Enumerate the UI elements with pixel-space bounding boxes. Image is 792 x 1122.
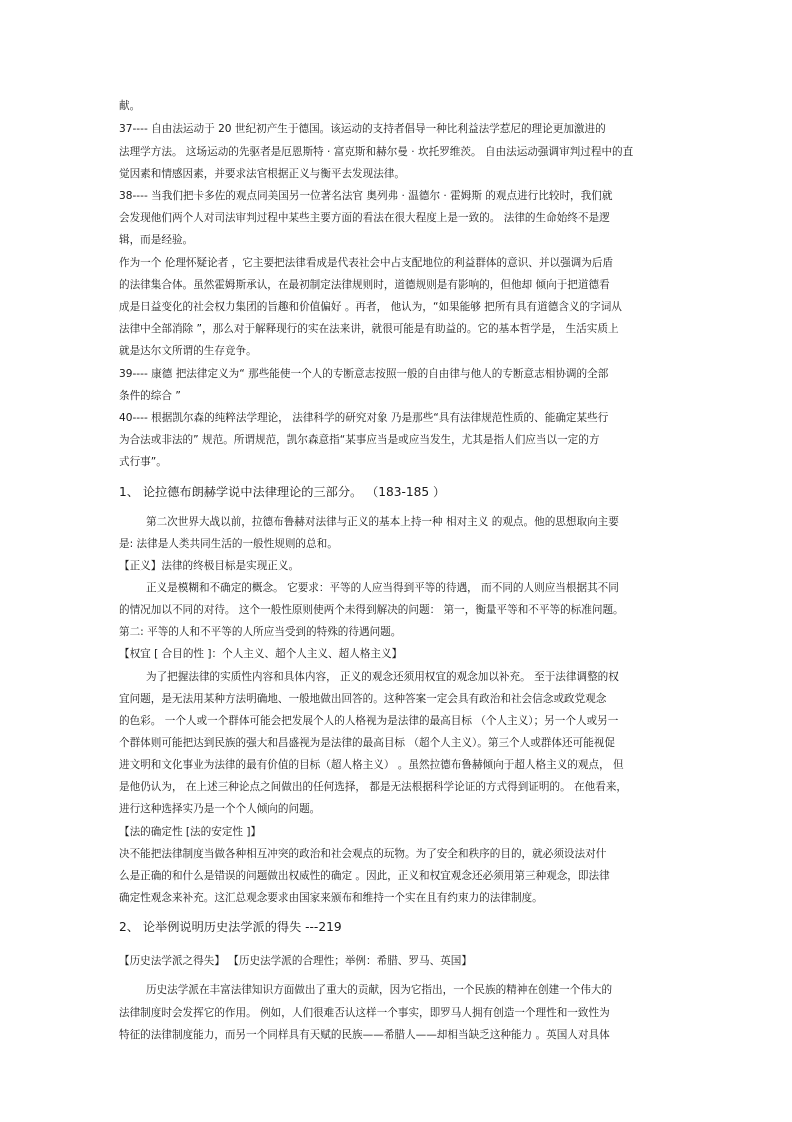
text-line: 进行这种选择实乃是一个个人倾向的问题。	[119, 803, 321, 815]
text-line: 献。	[119, 100, 141, 112]
text-line: 【法的确定性 [法的安定性 ]】	[119, 826, 262, 838]
text-line: 的法律集合体。虽然霍姆斯承认，在最初制定法律规则时，道德规则是有影响的，但他却 倾向于把道德看	[119, 279, 610, 291]
text-line: 么是正确的和什么是错误的问题做出权威性的确定 。因此，正义和权宜观念还必须用第三种观念，即法律	[119, 870, 610, 882]
text-line: 进文明和文化事业为法律的最有价值的目标（超人格主义） 。虽然拉德布鲁赫倾向于超人格主义的观点， 但	[119, 759, 624, 771]
text-line: 会发现他们两个人对司法审判过程中某些主要方面的看法在很大程度上是一致的。 法律的生命始终不是逻	[119, 212, 610, 224]
text-line: 辑，而是经验。	[119, 234, 194, 246]
text-line: 37---- 自由法运动于 20 世纪初产生于德国。该运动的支持者倡导一种比利益法学惹尼的理论更加激进的	[119, 123, 606, 135]
text-line: 为合法或非法的” 规范。所谓规范，凯尔森意指“某事应当是或应当发生，尤其是指人们应当以一定的方	[119, 434, 600, 446]
text-line: 正义是模糊和不确定的概念。 它要求：平等的人应当得到平等的待遇， 而不同的人则应当根据其不同	[146, 582, 619, 594]
text-line: 40---- 根据凯尔森的纯粹法学理论， 法律科学的研究对象 乃是那些“具有法律规范性质的、能确定某些行	[119, 412, 609, 424]
text-line: 法理学方法。 这场运动的先驱者是厄恩斯特 · 富克斯和赫尔曼 · 坎托罗维茨。 自由法运动强调审判过程中的直	[119, 146, 634, 158]
text-line: 宜问题，是无法用某种方法明确地、一般地做出回答的。这种答案一定会具有政治和社会信念或政党观念	[119, 693, 607, 705]
text-line: 第二次世界大战以前，拉德布鲁赫对法律与正义的基本上持一种 相对主义 的观点。他的思想取向主要	[146, 516, 619, 528]
text-line: 38---- 当我们把卡多佐的观点同美国另一位著名法官 奥列弗 · 温德尔 · 霍姆斯 的观点进行比较时，我们就	[119, 190, 613, 202]
text-line: 为了把握法律的实质性内容和具体内容， 正义的观念还须用权宜的观念加以补充。 至于法律调整的权	[146, 671, 619, 683]
section-heading: 1、 论拉德布朗赫学说中法律理论的三部分。 （183-185 ）	[119, 485, 446, 499]
text-line: 式行事”。	[119, 456, 167, 468]
text-line: 39---- 康德 把法律定义为“ 那些能使一个人的专断意志按照一般的自由律与他人的专断意志相协调的全部	[119, 368, 609, 380]
text-line: 第二: 平等的人和不平等的人所应当受到的特殊的待遇问题。	[119, 626, 402, 638]
text-line: 条件的综合 ”	[119, 390, 181, 402]
text-line: 【权宜 [ 合目的性 ]：个人主义、超个人主义、超人格主义】	[119, 648, 403, 660]
text-line: 是他仍认为， 在上述三种论点之间做出的任何选择， 都是无法根据科学论证的方式得到证明的。 在他看来，	[119, 781, 628, 793]
text-line: 确定性观念来补充。这汇总观念要求由国家来颁布和维持一个实在且有约束力的法律制度。	[119, 892, 543, 904]
text-line: 法律中全部消除 ”，那么对于解释现行的实在法来讲，就很可能是有助益的。它的基本哲学是， 生活实质上	[119, 323, 619, 335]
text-line: 特征的法律制度能力，而另一个同样具有天赋的民族——希腊人——却相当缺乏这种能力 。英国人对具体	[119, 1029, 610, 1041]
text-line: 成是日益变化的社会权力集团的旨趣和价值偏好 。再者， 他认为，“如果能够 把所有具有道德含义的字词从	[119, 301, 622, 313]
text-line: 的色彩。 一个人或一个群体可能会把发展个人的人格视为是法律的最高目标 （个人主义）；另一个人或另一	[119, 715, 619, 727]
text-line: 【正义】法律的终极目标是实现正义。	[119, 560, 300, 572]
text-line: 的情况加以不同的对待。 这个一般性原则使两个未得到解决的问题： 第一，衡量平等和不平等的标准问题。	[119, 604, 624, 616]
text-line: 法律制度时会发挥它的作用。 例如，人们很难否认这样一个事实，即罗马人拥有创造一个理性和一致性为	[119, 1007, 610, 1019]
text-line: 是: 法律是人类共同生活的一般性规则的总和。	[119, 538, 338, 550]
text-line: 历史法学派在丰富法律知识方面做出了重大的贡献，因为它指出，一个民族的精神在创建一个伟大的	[146, 984, 613, 996]
text-line: 就是达尔文所谓的生存竞争。	[119, 345, 257, 357]
text-line: 【历史法学派之得失】 【历史法学派的合理性；举例：希腊、罗马、英国】	[119, 955, 472, 967]
text-line: 觉因素和情感因素，并要求法官根据正义与衡平去发现法律。	[119, 168, 406, 180]
text-line: 作为一个 伦理怀疑论者 ，它主要把法律看成是代表社会中占支配地位的利益群体的意识、并以强调为后盾	[119, 257, 614, 269]
section-heading: 2、 论举例说明历史法学派的得失 ---219	[119, 920, 342, 934]
text-line: 个群体则可能把达到民族的强大和昌盛视为是法律的最高目标 （超个人主义）。第三个人或群体还可能视促	[119, 737, 615, 749]
text-line: 决不能把法律制度当做各种相互冲突的政治和社会观点的玩物。为了安全和秩序的目的，就必须设法对什	[119, 848, 607, 860]
